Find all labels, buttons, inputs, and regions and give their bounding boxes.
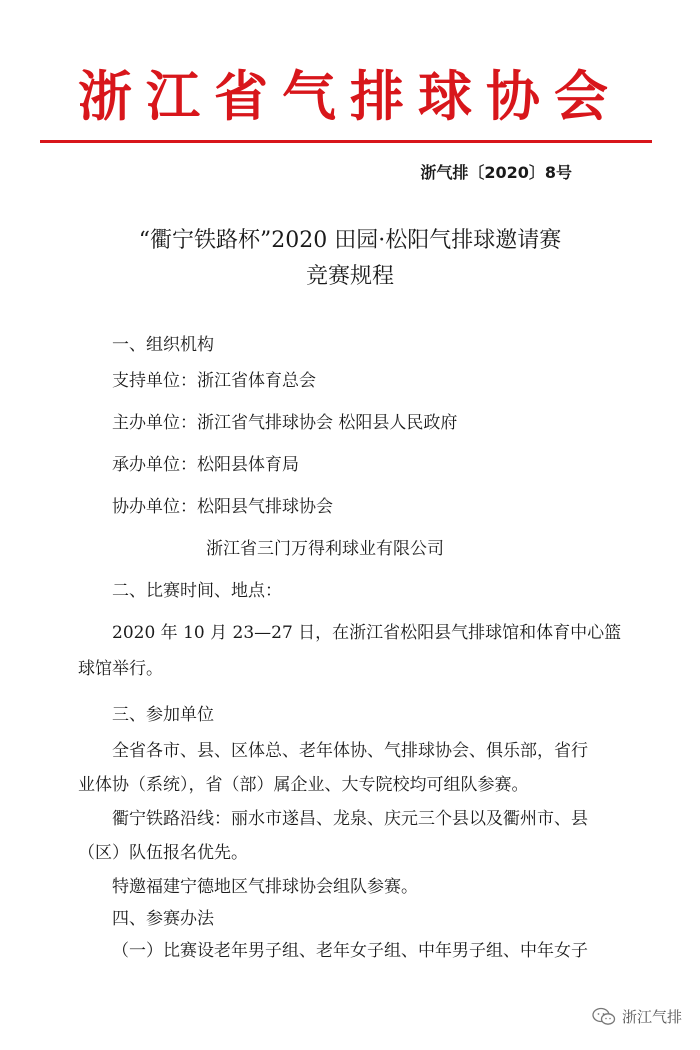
document-title-line1: “衢宁铁路杯”2020 田园·松阳气排球邀请赛 bbox=[138, 228, 562, 253]
watermark-text: 浙江气排 bbox=[621, 1008, 682, 1026]
org-name-heading: 浙江省气排球协会 bbox=[78, 65, 622, 128]
support-unit: 支持单位：浙江省体育总会 bbox=[112, 371, 316, 391]
section2-text-line2: 球馆举行。 bbox=[78, 659, 163, 679]
section3-p1-line1: 全省各市、县、区体总、老年体协、气排球协会、俱乐部，省行 bbox=[112, 741, 588, 761]
section3-p2-line1: 衢宁铁路沿线：丽水市遂昌、龙泉、庆元三个县以及衢州市、县 bbox=[112, 809, 588, 829]
section3-p1-line2: 业体协（系统），省（部）属企业、大专院校均可组队参赛。 bbox=[78, 775, 529, 795]
section2-text-line1: 2020 年 10 月 23—27 日，在浙江省松阳县气排球馆和体育中心篮 bbox=[112, 623, 622, 643]
section2-heading: 二、比赛时间、地点： bbox=[112, 581, 282, 601]
section4-item1: （一）比赛设老年男子组、老年女子组、中年男子组、中年女子 bbox=[112, 941, 588, 961]
section1-heading: 一、组织机构 bbox=[112, 335, 214, 355]
organizer-unit: 承办单位：松阳县体育局 bbox=[112, 455, 299, 475]
document-title-line2: 竞赛规程 bbox=[305, 264, 394, 289]
red-divider bbox=[40, 140, 652, 143]
co-organizer-unit: 协办单位：松阳县气排球协会 bbox=[112, 497, 333, 517]
section3-heading: 三、参加单位 bbox=[112, 705, 214, 725]
wechat-watermark bbox=[592, 1006, 682, 1027]
section4-heading: 四、参赛办法 bbox=[112, 909, 214, 929]
section3-p3: 特邀福建宁德地区气排球协会组队参赛。 bbox=[112, 877, 418, 897]
host-unit: 主办单位：浙江省气排球协会 松阳县人民政府 bbox=[112, 413, 458, 433]
co-organizer-unit-2: 浙江省三门万得利球业有限公司 bbox=[206, 539, 444, 559]
document-number: 浙气排〔2020〕8号 bbox=[420, 163, 572, 182]
wechat-icon bbox=[592, 1007, 616, 1027]
section3-p2-line2: （区）队伍报名优先。 bbox=[78, 843, 248, 863]
